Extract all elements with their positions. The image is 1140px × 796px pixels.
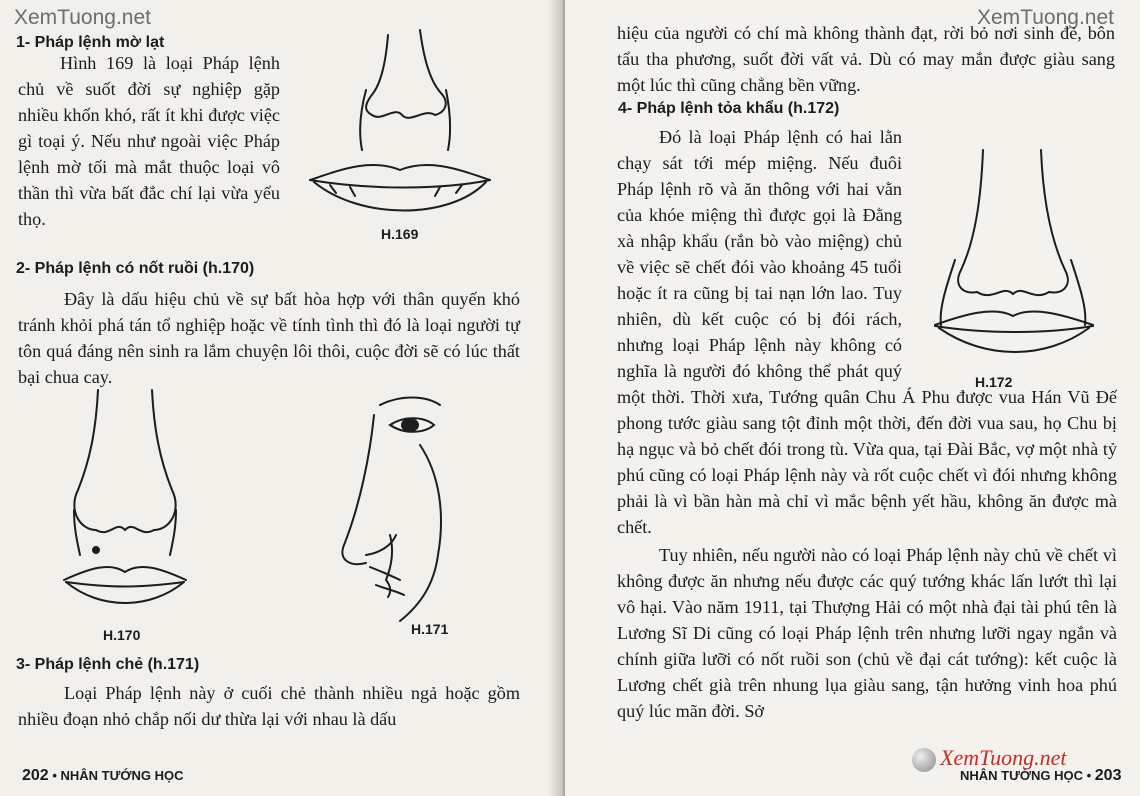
- watermark-right: XemTuong.net: [977, 6, 1114, 29]
- fig170-nostrils: [96, 527, 154, 532]
- fig170-nose-right: [152, 390, 176, 530]
- fig172-lip-mid: [935, 326, 1093, 332]
- fig172-nose-right: [1041, 150, 1068, 293]
- fig169-lip-top: [310, 165, 490, 180]
- bullet: •: [52, 768, 61, 783]
- fig172-nose-left: [958, 150, 983, 293]
- caption-h169: H.169: [381, 226, 419, 242]
- section-3-heading: 3- Pháp lệnh chẻ (h.171): [16, 656, 200, 673]
- fig171-pupil: [402, 419, 418, 431]
- right-page: [565, 0, 1140, 796]
- fig171-cheek: [400, 445, 441, 621]
- figure-172-nose-lips: [915, 140, 1125, 370]
- fig170-nose-left: [74, 390, 98, 530]
- fig170-mole: [93, 547, 99, 553]
- figure-170-nose-mole: [60, 390, 220, 620]
- figure-171-profile: [330, 385, 470, 625]
- fig169-nose-left: [366, 35, 388, 115]
- footer-left: [22, 767, 183, 785]
- section-4-heading: 4- Pháp lệnh tỏa khẩu (h.172): [618, 100, 840, 117]
- fig170-lip-top: [64, 567, 186, 580]
- continued-text: hiệu của người có chí mà không thành đạt, rời bỏ nơi sinh đẻ, bôn tẩu tha phương, suốt đời vất vả. Dù có may mắn được giàu sang một lúc thì cũng chẳng bền vững.: [617, 23, 1115, 95]
- footer-title-left: NHÂN TƯỚNG HỌC: [60, 768, 184, 783]
- footer-title-right: NHÂN TƯỚNG HỌC: [960, 768, 1083, 783]
- fig171-nose-line: [342, 415, 374, 564]
- fig172-nostrils: [977, 291, 1049, 295]
- section-1-text: Hình 169 là loại Pháp lệnh chủ về suốt đời sự nghiệp gặp nhiều khốn khó, rất ít khi được việc gì toại ý. Nếu như ngoài việc Pháp lệnh mờ tối mà mắt thuộc loại vô thần thì vừa bất đắc chí lại vừa yểu thọ.: [18, 53, 280, 229]
- fig170-nasolabial: [74, 510, 176, 555]
- bullet: •: [1086, 768, 1095, 783]
- site-logo-text: XemTuong.net: [940, 745, 1067, 770]
- caption-h171: H.171: [411, 621, 449, 637]
- left-page: [0, 0, 560, 796]
- fig169-nasolabial: [360, 90, 450, 150]
- section-2-text: Đây là dấu hiệu chủ về sự bất hòa hợp với thân quyến khó tránh khỏi phá tán tổ nghiệp hoặc về tính tình thì đó là loại người tự tôn quá đáng nên sinh ra lắm chuyện lôi thôi, cuộc đời sẽ có lúc thất bại chua cay.: [18, 289, 520, 387]
- section-1-heading: 1- Pháp lệnh mờ lạt: [16, 34, 165, 51]
- caption-h172: H.172: [975, 374, 1013, 390]
- paragraph-2-text: Tuy nhiên, nếu người nào có loại Pháp lệnh này chủ về chết vì không được ăn nhưng nếu được các quý tướng khác lấn lướt thì lại vô hại. Vào năm 1911, tại Thượng Hải có một nhà đại tài phú tên là Lương Sĩ Di cũng có loại Pháp lệnh trên nhưng lưỡi ngay ngắn và chính giữa lưỡi có nốt ruồi son (chủ về đại cát tướng): kết cuộc là Lương chết già trên nhung lụa giàu sang, tận hưởng vinh hoa phú quý lúc mãn đời. Sở: [617, 545, 1117, 721]
- fig169-nose-right: [420, 30, 446, 115]
- section-2-heading: 2- Pháp lệnh có nốt ruồi (h.170): [16, 260, 255, 277]
- fig170-lip-mid: [66, 582, 184, 587]
- fig170-lip-bottom: [66, 582, 184, 603]
- caption-h170: H.170: [103, 627, 141, 643]
- page-number-left: 202: [22, 767, 49, 784]
- section-4-text: Đó là loại Pháp lệnh có hai lằn chạy sát tới mép miệng. Nếu đuôi Pháp lệnh rõ và ăn thông với hai vằn của khóe miệng thì được gọi là Đằng xà nhập khẩu (rắn bò vào miệng) chủ về việc sẽ chết đói vào khoảng 45 tuổi hoặc ít ra cũng bị tai nạn lớn lao. Tuy nhiên, dù kết cuộc có bị đói rách, nhưng loại Pháp lệnh này không có nghĩa là người đó không thể phát quý một thời. Thời xưa, Tướng quân Chu Á Phu được vua Hán Vũ Đế phong tước giàu sang tột đỉnh một thời, đến đời vua sau, họ Chu bị hạ ngục và bỏ chết đói trong tù. Vừa qua, tại Đài Bắc, vợ một nhà tỷ phú cũng có loại Pháp lệnh này và rốt cuộc chết vì đói nhưng không phải là vì bần hàn mà chỉ vì mắc bệnh yết hầu, không ăn được mà chết.: [617, 127, 1117, 537]
- fig169-lip-mid: [310, 180, 490, 188]
- fig171-brow: [380, 398, 440, 406]
- site-logo-icon: [912, 748, 936, 772]
- fig172-lip-top: [935, 311, 1093, 325]
- watermark-left: XemTuong.net: [14, 6, 151, 29]
- section-3-text: Loại Pháp lệnh này ở cuối chẻ thành nhiều ngả hoặc gồm nhiều đoạn nhỏ chắp nối dư thừa lại với nhau là dấu: [18, 683, 520, 729]
- figure-169-nose-lips: [290, 20, 530, 250]
- page-number-right: 203: [1094, 767, 1122, 784]
- fig169-nostrils: [372, 112, 435, 118]
